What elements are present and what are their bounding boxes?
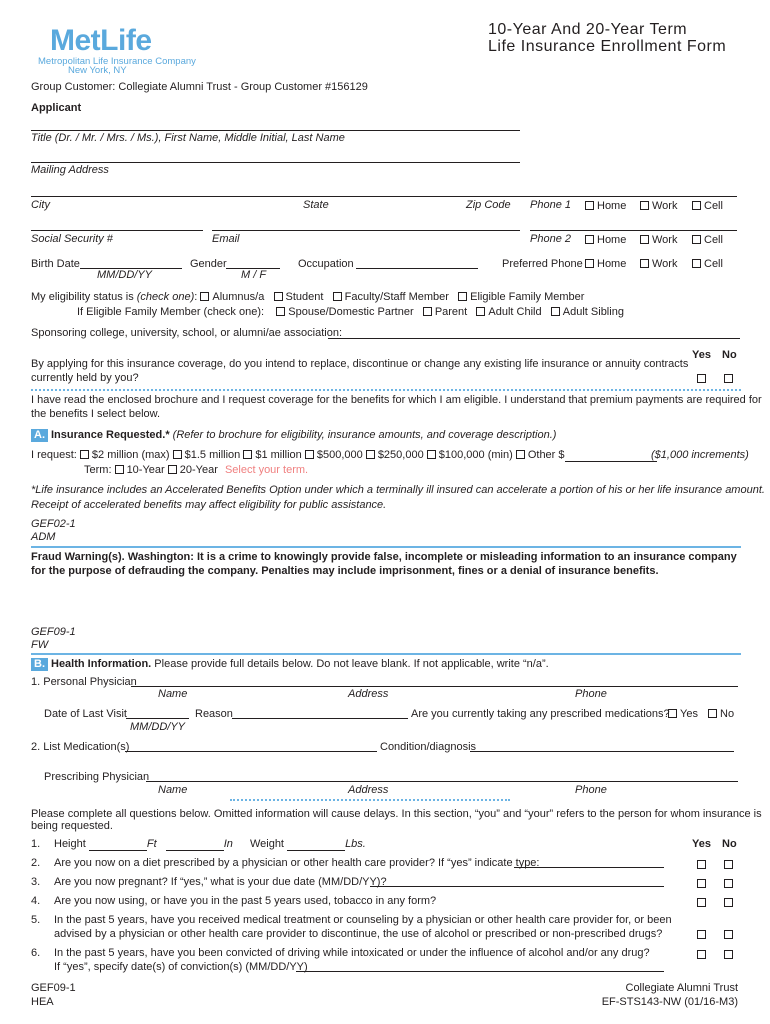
section-b-letter: B.	[31, 658, 48, 671]
phone2-line[interactable]	[530, 230, 737, 231]
family-prefix: If Eligible Family Member (check one):	[77, 306, 265, 318]
taking-meds-question: Are you currently taking any prescribed medications?	[411, 708, 670, 720]
birth-label: Birth Date	[31, 258, 80, 270]
checkbox[interactable]	[458, 292, 467, 301]
q3-yes-checkbox[interactable]	[697, 879, 706, 888]
term-row	[84, 464, 308, 477]
reason-line[interactable]	[232, 718, 408, 719]
section-b-desc: Please provide full details below. Do not leave blank. If not applicable, write “n/a”.	[154, 658, 549, 670]
physician-name-label: Name	[158, 688, 188, 700]
spouse-option[interactable]: Spouse/Domestic Partner	[276, 306, 413, 318]
zip-label: Zip Code	[466, 199, 511, 211]
q3-text: Are you now pregnant? If “yes,” what is your due date (MM/DD/YY)?	[54, 876, 387, 888]
increments-note: ($1,000 increments)	[651, 449, 749, 461]
q4-num: 4.	[31, 895, 41, 907]
family-option[interactable]: Eligible Family Member	[458, 291, 584, 303]
replace-yes-checkbox[interactable]	[697, 374, 706, 383]
amount-1m-option[interactable]: $1 million	[243, 449, 301, 461]
checkbox[interactable]	[168, 465, 177, 474]
q5-text-line2: advised by a physician or other health care provider to discontinue, the use of alcohol or prescribed or non-prescribed drugs?	[54, 928, 663, 940]
eligibility-check-one: (check one)	[136, 291, 195, 303]
reason-label: Reason	[195, 708, 233, 720]
birth-format: MM/DD/YY	[97, 269, 152, 281]
checkbox[interactable]	[476, 307, 485, 316]
brochure-line2: the benefits I select below.	[31, 408, 161, 420]
student-option[interactable]: Student	[274, 291, 324, 303]
condition-line[interactable]	[470, 751, 734, 752]
section-a-note: (Refer to brochure for eligibility, insurance amounts, and coverage description.)	[172, 429, 557, 441]
health-yes-header: Yes	[692, 838, 711, 850]
divider	[31, 546, 741, 548]
q5-num: 5.	[31, 914, 41, 926]
fraud-code1: GEF09-1	[31, 626, 76, 638]
q4-yes-checkbox[interactable]	[697, 898, 706, 907]
prescribing-label: Prescribing Physician	[44, 771, 150, 783]
footnote-line2: Receipt of accelerated benefits may affect eligibility for public assistance.	[31, 499, 387, 511]
q5-yes-checkbox[interactable]	[697, 930, 706, 939]
physician-phone-label: Phone	[575, 688, 607, 700]
form-title-line1: 10-Year And 20-Year Term	[488, 21, 688, 38]
checkbox[interactable]	[333, 292, 342, 301]
complete-line1: Please complete all questions below. Omitted information will cause delays. In this section, “you” and “your” refers to the person for whom insurance is	[31, 808, 762, 820]
fraud-code2: FW	[31, 639, 49, 651]
phone2-label: Phone 2	[530, 233, 571, 245]
taking-meds-no[interactable]: No	[708, 708, 734, 721]
fraud-line2: for the purpose of defrauding the company. Penalties may include imprisonment, fines or a denial of insurance benefits.	[31, 565, 659, 577]
q6-text-line2: If “yes”, specify date(s) of conviction(s) (MM/DD/YY)	[54, 961, 308, 973]
ssn-label: Social Security #	[31, 233, 113, 245]
footer-code1: GEF09-1	[31, 982, 76, 994]
prescribing-name-label: Name	[158, 784, 188, 796]
q4-text: Are you now using, or have you in the past 5 years used, tobacco in any form?	[54, 895, 437, 907]
checkbox[interactable]	[640, 201, 649, 210]
checkbox[interactable]	[692, 259, 701, 268]
preferred-cell-option[interactable]: Cell	[692, 258, 723, 271]
checkbox[interactable]	[692, 201, 701, 210]
adult-child-option[interactable]: Adult Child	[476, 306, 541, 318]
last-visit-line[interactable]	[126, 718, 189, 719]
checkbox[interactable]	[585, 201, 594, 210]
condition-label: Condition/diagnosis	[380, 741, 477, 753]
q2-num: 2.	[31, 857, 41, 869]
replace-question-line2: currently held by you?	[31, 372, 139, 384]
request-label: I request:	[31, 449, 77, 461]
phone1-work-option[interactable]: Work	[640, 200, 677, 213]
term-20-option[interactable]: 20-Year	[168, 464, 218, 476]
mailing-label: Mailing Address	[31, 164, 109, 176]
preferred-work-option[interactable]: Work	[640, 258, 677, 271]
checkbox[interactable]	[692, 235, 701, 244]
checkbox[interactable]	[80, 450, 89, 459]
checkbox[interactable]	[427, 450, 436, 459]
q6-num: 6.	[31, 947, 41, 959]
amount-other-option[interactable]: Other $	[516, 449, 565, 461]
name-label: Title (Dr. / Mr. / Mrs. / Ms.), First Name, Middle Initial, Last Name	[31, 132, 345, 144]
alumnus-option[interactable]: Alumnus/a	[200, 291, 264, 303]
lbs-label: Lbs.	[345, 838, 366, 850]
footer-form-number: EF-STS143-NW (01/16-M3)	[601, 996, 738, 1008]
eligibility-colon: :	[194, 291, 198, 303]
q2-no-checkbox[interactable]	[724, 860, 733, 869]
checkbox[interactable]	[276, 307, 285, 316]
checkbox[interactable]	[423, 307, 432, 316]
checkbox[interactable]	[366, 450, 375, 459]
section-a-heading	[31, 429, 556, 442]
divider	[230, 799, 510, 801]
q3-line[interactable]	[370, 886, 664, 887]
q5-text-line1: In the past 5 years, have you received medical treatment or counseling by a physician or other health care provider for, or been	[54, 914, 672, 926]
prescribing-address-label: Address	[348, 784, 389, 796]
q4-no-checkbox[interactable]	[724, 898, 733, 907]
physician-label: 1. Personal Physician	[31, 676, 137, 688]
height-ft-line[interactable]	[89, 840, 147, 851]
gender-format: M / F	[241, 269, 267, 281]
in-label: In	[223, 838, 233, 850]
q3-no-checkbox[interactable]	[724, 879, 733, 888]
city-line[interactable]	[31, 196, 737, 197]
height-in-line[interactable]	[166, 840, 224, 851]
ft-label: Ft	[146, 838, 157, 850]
checkbox[interactable]	[640, 259, 649, 268]
group-customer: Group Customer: Collegiate Alumni Trust - Group Customer #156129	[31, 81, 368, 93]
company-name: Metropolitan Life Insurance Company	[38, 56, 196, 67]
last-visit-label: Date of Last Visit	[44, 708, 127, 720]
adult-sibling-option[interactable]: Adult Sibling	[551, 306, 624, 318]
checkbox[interactable]	[516, 450, 525, 459]
section-b-heading	[31, 658, 549, 671]
phone2-work-option[interactable]: Work	[640, 234, 677, 247]
email-line[interactable]	[212, 230, 520, 231]
q3-num: 3.	[31, 876, 41, 888]
last-visit-format: MM/DD/YY	[130, 721, 185, 733]
amount-100k-option[interactable]: $100,000 (min)	[427, 449, 513, 461]
q6-text-line1: In the past 5 years, have you been convicted of driving while intoxicated or under the influence of alcohol and/or any drug?	[54, 947, 650, 959]
footer-code2: HEA	[31, 996, 54, 1008]
section-a-title: Insurance Requested.*	[51, 429, 170, 441]
occupation-line[interactable]	[356, 268, 478, 269]
q6-line[interactable]	[296, 971, 664, 972]
occupation-label: Occupation	[298, 258, 354, 270]
brochure-line1: I have read the enclosed brochure and I request coverage for the benefits for which I am eligible. I understand that premium payments are required for	[31, 394, 762, 406]
replace-no-checkbox[interactable]	[724, 374, 733, 383]
checkbox[interactable]	[173, 450, 182, 459]
checkbox[interactable]	[115, 465, 124, 474]
phone1-cell-option[interactable]: Cell	[692, 200, 723, 213]
phone1-label: Phone 1	[530, 199, 571, 211]
phone2-cell-option[interactable]: Cell	[692, 234, 723, 247]
eligibility-row	[31, 291, 584, 304]
replace-no-header: No	[722, 349, 737, 361]
weight-label: Weight	[249, 838, 284, 850]
checkbox[interactable]	[243, 450, 252, 459]
prescribing-phone-label: Phone	[575, 784, 607, 796]
sponsoring-line[interactable]	[328, 338, 740, 339]
parent-option[interactable]: Parent	[423, 306, 467, 318]
q2-yes-checkbox[interactable]	[697, 860, 706, 869]
request-row	[31, 449, 657, 462]
q6-no-checkbox[interactable]	[724, 950, 733, 959]
replace-yes-header: Yes	[692, 349, 711, 361]
other-amount-line[interactable]	[565, 451, 657, 462]
physician-address-label: Address	[348, 688, 389, 700]
city-label: City	[31, 199, 50, 211]
checkbox[interactable]	[708, 709, 717, 718]
q1-num: 1.	[31, 838, 41, 850]
email-label: Email	[212, 233, 240, 245]
health-no-header: No	[722, 838, 737, 850]
section-a-code2: ADM	[31, 531, 56, 543]
eligibility-prefix: My eligibility status is	[31, 291, 137, 303]
section-a-letter: A.	[31, 429, 48, 442]
checkbox[interactable]	[200, 292, 209, 301]
q2-text: Are you now on a diet prescribed by a physician or other health care provider? If “yes” indicate type:	[54, 857, 540, 869]
term-label: Term:	[84, 464, 112, 476]
checkbox[interactable]	[305, 450, 314, 459]
amount-250k-option[interactable]: $250,000	[366, 449, 424, 461]
prescribing-line[interactable]	[146, 781, 738, 782]
height-label: Height	[54, 838, 86, 850]
company-location: New York, NY	[68, 65, 127, 76]
term-10-option[interactable]: 10-Year	[115, 464, 165, 476]
checkbox[interactable]	[585, 259, 594, 268]
q1-row	[54, 838, 366, 851]
preferred-phone-label: Preferred Phone	[502, 258, 583, 270]
checkbox[interactable]	[585, 235, 594, 244]
checkbox[interactable]	[668, 709, 677, 718]
mailing-line[interactable]	[31, 162, 520, 163]
phone2-home-option[interactable]: Home	[585, 234, 626, 247]
section-b-title: Health Information.	[51, 658, 152, 670]
complete-line2: being requested.	[31, 820, 113, 832]
weight-line[interactable]	[287, 840, 345, 851]
list-meds-label: 2. List Medication(s)	[31, 741, 130, 753]
footer-org: Collegiate Alumni Trust	[625, 982, 738, 994]
replace-question-line1: By applying for this insurance coverage, do you intend to replace, discontinue or change any existing life insurance or annuity contracts	[31, 358, 689, 370]
gender-label: Gender	[190, 258, 227, 270]
q5-no-checkbox[interactable]	[724, 930, 733, 939]
q6-yes-checkbox[interactable]	[697, 950, 706, 959]
divider	[31, 389, 741, 391]
fraud-line1: Fraud Warning(s). Washington: It is a crime to knowingly provide false, incomplete or misleading information to an insurance company	[31, 551, 737, 563]
ssn-line[interactable]	[31, 230, 203, 231]
amount-2m-option[interactable]: $2 million (max)	[80, 449, 170, 461]
checkbox[interactable]	[274, 292, 283, 301]
list-meds-line[interactable]	[125, 751, 377, 752]
q2-line[interactable]	[514, 867, 664, 868]
amount-1-5m-option[interactable]: $1.5 million	[173, 449, 241, 461]
metlife-logo: MetLife	[50, 24, 152, 57]
taking-meds-yes[interactable]: Yes	[668, 708, 698, 721]
form-title-line2: Life Insurance Enrollment Form	[488, 38, 727, 55]
applicant-heading: Applicant	[31, 102, 82, 114]
name-line[interactable]	[31, 130, 520, 131]
section-a-code1: GEF02-1	[31, 518, 76, 530]
amount-500k-option[interactable]: $500,000	[305, 449, 363, 461]
checkbox[interactable]	[640, 235, 649, 244]
physician-line[interactable]	[131, 686, 738, 687]
preferred-home-option[interactable]: Home	[585, 258, 626, 271]
select-term-hint: Select your term.	[224, 464, 309, 476]
footnote-line1: *Life insurance includes an Accelerated Benefits Option under which a terminally ill insured can accelerate a portion of his or her life insurance amount.	[31, 484, 765, 496]
divider	[31, 653, 741, 655]
family-row	[77, 306, 624, 319]
faculty-option[interactable]: Faculty/Staff Member	[333, 291, 449, 303]
sponsoring-label: Sponsoring college, university, school, or alumni/ae association:	[31, 327, 343, 339]
state-label: State	[303, 199, 329, 211]
phone1-home-option[interactable]: Home	[585, 200, 626, 213]
checkbox[interactable]	[551, 307, 560, 316]
